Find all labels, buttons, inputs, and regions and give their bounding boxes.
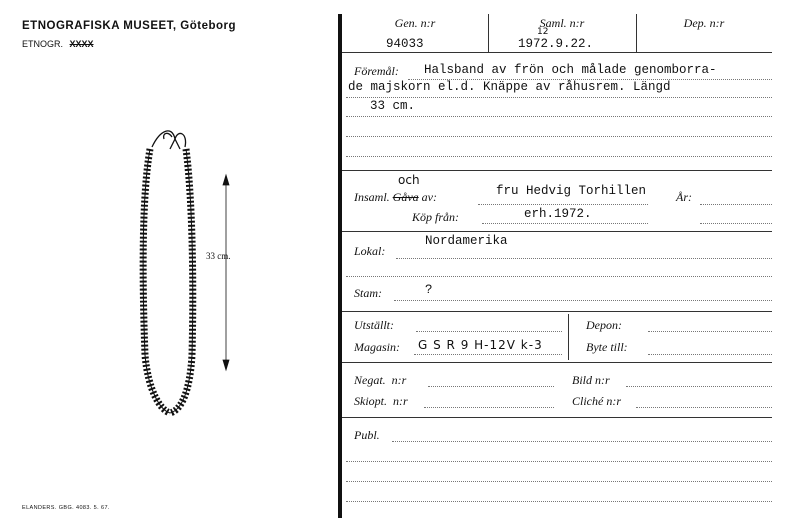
foremal-line-2: de majskorn el.d. Knäppe av råhusrem. Längd <box>348 80 671 94</box>
card-margin-rule <box>338 14 342 518</box>
gava-struck: Gåva <box>392 190 419 204</box>
kop-fran-label: Köp från: <box>412 210 460 224</box>
dotted-line <box>346 461 772 462</box>
av-word: av: <box>421 190 437 204</box>
dep-nr-label: Dep. n:r <box>683 16 725 30</box>
gen-nr-value: 94033 <box>386 37 424 51</box>
department-line <box>22 39 94 49</box>
dotted-line <box>478 204 648 205</box>
cell-divider <box>568 314 569 360</box>
dotted-line <box>346 97 772 98</box>
rule <box>342 170 772 171</box>
magasin-value: G S R 9 H-12V k-3 <box>418 338 543 352</box>
depon-label: Depon: <box>586 318 622 332</box>
kop-fran-value: erh.1972. <box>524 207 592 221</box>
negat-nr: n:r <box>391 373 407 387</box>
foremal-label: Föremål: <box>354 64 399 78</box>
skiopt-nr: n:r <box>393 394 408 408</box>
byte-till-label: Byte till: <box>586 340 628 354</box>
dotted-line <box>636 407 772 408</box>
publ-label: Publ. <box>354 428 380 442</box>
magasin-label: Magasin: <box>354 340 400 354</box>
lokal-label: Lokal: <box>354 244 386 258</box>
bild-nr-label: Bild n:r <box>572 373 610 387</box>
cliche-nr-label: Cliché n:r <box>572 394 621 408</box>
foremal-line-1: Halsband av frön och målade genomborra- <box>424 63 717 77</box>
dotted-line <box>346 156 772 157</box>
department-prefix: ETNOGR. <box>22 39 64 49</box>
skiopt-label <box>354 394 408 409</box>
dotted-line <box>346 136 772 137</box>
stam-value: ? <box>425 283 433 297</box>
dotted-line <box>346 501 772 502</box>
dotted-line <box>626 386 772 387</box>
dotted-line <box>416 331 562 332</box>
utstallt-label: Utställt: <box>354 318 395 332</box>
dotted-line <box>700 223 772 224</box>
foremal-line-3: 33 cm. <box>370 99 416 113</box>
negat-label <box>354 373 406 388</box>
insaml-word: Insaml. <box>354 190 390 204</box>
dotted-line <box>428 386 554 387</box>
skiopt-word: Skiopt. <box>354 394 387 408</box>
dotted-line <box>648 331 772 332</box>
department-struck: XXXX <box>69 39 94 49</box>
dotted-line <box>394 300 772 301</box>
saml-nr-annotation: 12 <box>537 27 549 37</box>
insaml-value: fru Hedvig Torhillen <box>496 184 647 198</box>
clasp-knot <box>152 131 186 149</box>
ar-label: År: <box>676 190 692 204</box>
rule <box>342 417 772 418</box>
dotted-line <box>346 116 772 117</box>
museum-name: ETNOGRAFISKA MUSEET, Göteborg <box>22 20 237 32</box>
printer-imprint: ELANDERS. GBG. 4083. 5. 67. <box>22 505 110 511</box>
dotted-line <box>700 204 772 205</box>
lokal-value: Nordamerika <box>425 234 508 248</box>
insaml-annotation: och <box>398 173 420 187</box>
dotted-line <box>482 223 648 224</box>
dotted-line <box>392 441 772 442</box>
rule <box>342 231 772 232</box>
rule <box>342 311 772 312</box>
gen-nr-label: Gen. n:r <box>394 16 436 30</box>
dotted-line <box>648 354 772 355</box>
dotted-line <box>396 258 772 259</box>
necklace-drawing <box>130 125 260 425</box>
insaml-label <box>354 190 437 205</box>
stam-label: Stam: <box>354 286 382 300</box>
rule <box>342 52 772 53</box>
rule <box>342 362 772 363</box>
dotted-line <box>414 354 562 355</box>
dimension-arrow <box>223 175 229 370</box>
dotted-line <box>346 481 772 482</box>
saml-nr-label: Saml. n:r <box>539 16 585 30</box>
dotted-line <box>424 407 554 408</box>
saml-nr-value: 1972.9.22. <box>518 37 594 51</box>
dotted-line <box>346 276 772 277</box>
negat-word: Negat. <box>354 373 386 387</box>
dimension-label: 33 cm. <box>206 251 231 261</box>
